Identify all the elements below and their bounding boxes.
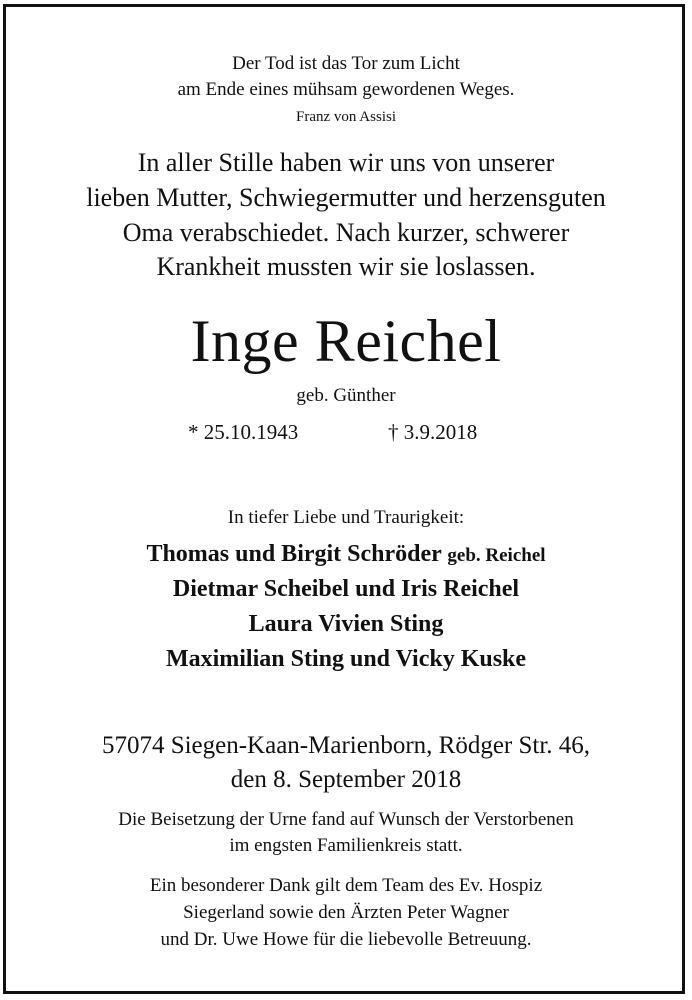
quote-author: Franz von Assisi — [295, 109, 396, 125]
thanks-line-2: Siegerland sowie den Ärzten Peter Wagner — [183, 902, 509, 923]
death-date: † 3.9.2018 — [388, 420, 478, 444]
birth-date: * 25.10.1943 — [188, 420, 299, 444]
intro-line-1: In aller Stille haben wir uns von unserer — [137, 148, 555, 177]
mourner-line-2: Dietmar Scheibel und Iris Reichel — [172, 576, 520, 602]
deceased-name: Inge Reichel — [190, 308, 502, 374]
mourner-suffix: geb. Reichel — [447, 545, 546, 566]
mourner-line-4: Maximilian Sting und Vicky Kuske — [165, 646, 527, 672]
intro-line-2: lieben Mutter, Schwiegermutter und herzensguten — [86, 183, 606, 212]
mourner-line-1 — [0, 542, 692, 566]
intro-line-4: Krankheit mussten wir sie loslassen. — [156, 252, 536, 281]
burial-note-line-1: Die Beisetzung der Urne fand auf Wunsch der Verstorbenen — [118, 809, 574, 830]
date-line: den 8. September 2018 — [230, 766, 462, 793]
quote-line-1: Der Tod ist das Tor zum Licht — [232, 53, 460, 74]
birth-name: geb. Günther — [296, 385, 396, 406]
mourner-line-3: Laura Vivien Sting — [248, 611, 444, 637]
mourners-heading: In tiefer Liebe und Traurigkeit: — [227, 507, 465, 528]
mourner-name-1: Thomas und Birgit Schröder — [146, 541, 442, 567]
thanks-line-1: Ein besonderer Dank gilt dem Team des Ev. Hospiz — [149, 875, 543, 896]
address-line: 57074 Siegen-Kaan-Marienborn, Rödger Str. 46, — [101, 732, 591, 759]
quote-line-2: am Ende eines mühsam gewordenen Weges. — [177, 79, 515, 100]
burial-note-line-2: im engsten Familienkreis statt. — [229, 835, 463, 856]
thanks-line-3: und Dr. Uwe Howe für die liebevolle Betreuung. — [160, 929, 532, 950]
intro-line-3: Oma verabschiedet. Nach kurzer, schwerer — [122, 218, 570, 247]
